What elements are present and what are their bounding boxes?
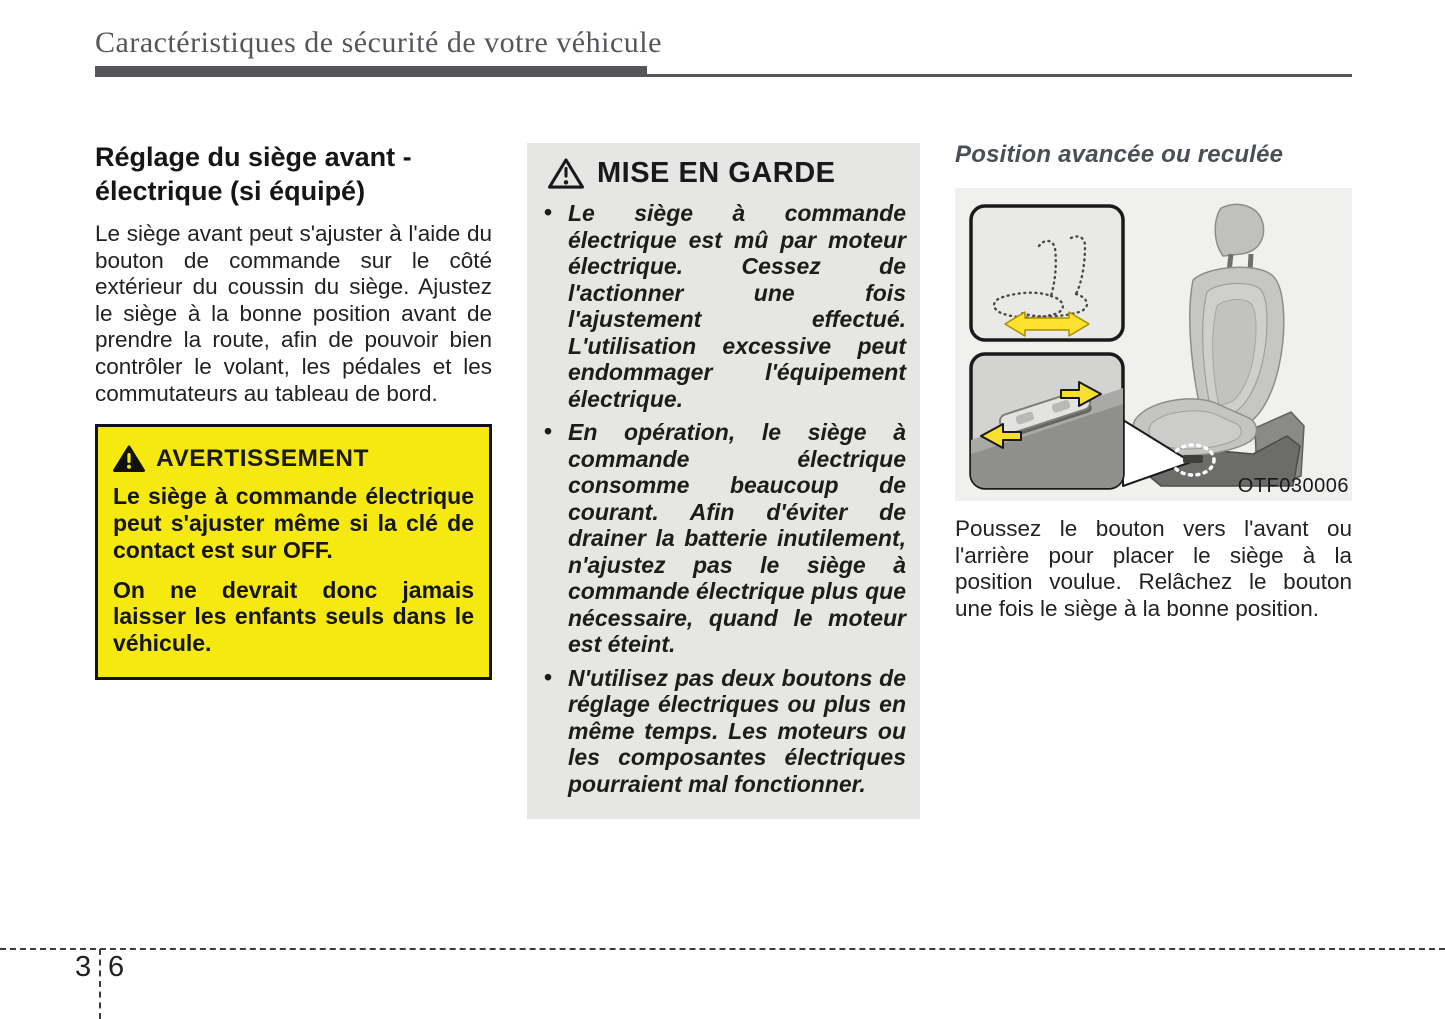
seat-slide-inset [971, 206, 1123, 340]
right-column [955, 141, 1352, 622]
header-rule [647, 74, 1352, 77]
bullet-glyph: • [544, 663, 553, 690]
warning-paragraph: Le siège à commande électrique peut s'ajuster même si la clé de contact est sur OFF. [113, 483, 474, 563]
section-heading [95, 140, 492, 208]
warning-title: AVERTISSEMENT [156, 445, 369, 473]
seat-position-figure [955, 188, 1352, 501]
footer-dashed-divider [99, 949, 101, 1019]
section-heading-line2: électrique (si équipé) [95, 176, 366, 206]
caution-triangle-icon [547, 157, 585, 190]
bullet-glyph: • [544, 418, 553, 444]
warning-triangle-icon [113, 445, 145, 473]
page-title: Caractéristiques de sécurité de votre véhicule [95, 26, 662, 59]
caution-header [541, 157, 906, 190]
seat-switch-inset [971, 354, 1123, 488]
header-bar [95, 66, 647, 77]
footer-dashed-rule [0, 948, 1445, 950]
caution-box [527, 143, 920, 819]
caution-item: • Le siège à commande électrique est mû par moteur électrique. Cessez de l'actionner une fois l'ajustement effectué. L'utilisation excessive peut endommager l'équipement électrique. [544, 199, 906, 412]
intro-paragraph: Le siège avant peut s'ajuster à l'aide du bouton de commande sur le côté extérieur du coussin du siège. Ajustez le siège à la bonne position avant de prendre la route, afin de pouvoir bien contrôler le volant, les pédales et les commutateurs au tableau de bord. [95, 221, 492, 406]
section-heading-line1: Réglage du siège avant - [95, 142, 412, 172]
footer-page-number: 6 [108, 951, 1445, 1019]
bullet-glyph: • [544, 199, 553, 225]
figure-caption: OTF030006 [1237, 475, 1349, 497]
caution-title: MISE EN GARDE [597, 157, 836, 189]
warning-header [113, 445, 474, 473]
caution-item: • N'utilisez pas deux boutons de réglage électriques ou plus en même temps. Les moteurs ou les composantes électriques pourraient mal fonctionner. [544, 663, 906, 797]
warning-box [95, 424, 492, 680]
left-column [95, 140, 492, 680]
warning-paragraph: On ne devrait donc jamais laisser les enfants seuls dans le véhicule. [113, 576, 474, 657]
caution-list [541, 200, 906, 797]
seat-illustration [955, 188, 1352, 501]
footer-section-number: 3 [75, 951, 92, 983]
caution-item: • En opération, le siège à commande électrique consomme beaucoup de courant. Afin d'éviter de drainer la batterie inutilement, n'ajustez pas le siège à commande électrique plus que nécessaire, quand le moteur est éteint. [544, 418, 906, 657]
seat-side-switch [1183, 455, 1203, 463]
figure-heading: Position avancée ou reculée [955, 141, 1284, 168]
instruction-paragraph: Poussez le bouton vers l'avant ou l'arrière pour placer le siège à la position voulue. Relâchez le bouton une fois le siège à la bonne position. [955, 516, 1352, 621]
